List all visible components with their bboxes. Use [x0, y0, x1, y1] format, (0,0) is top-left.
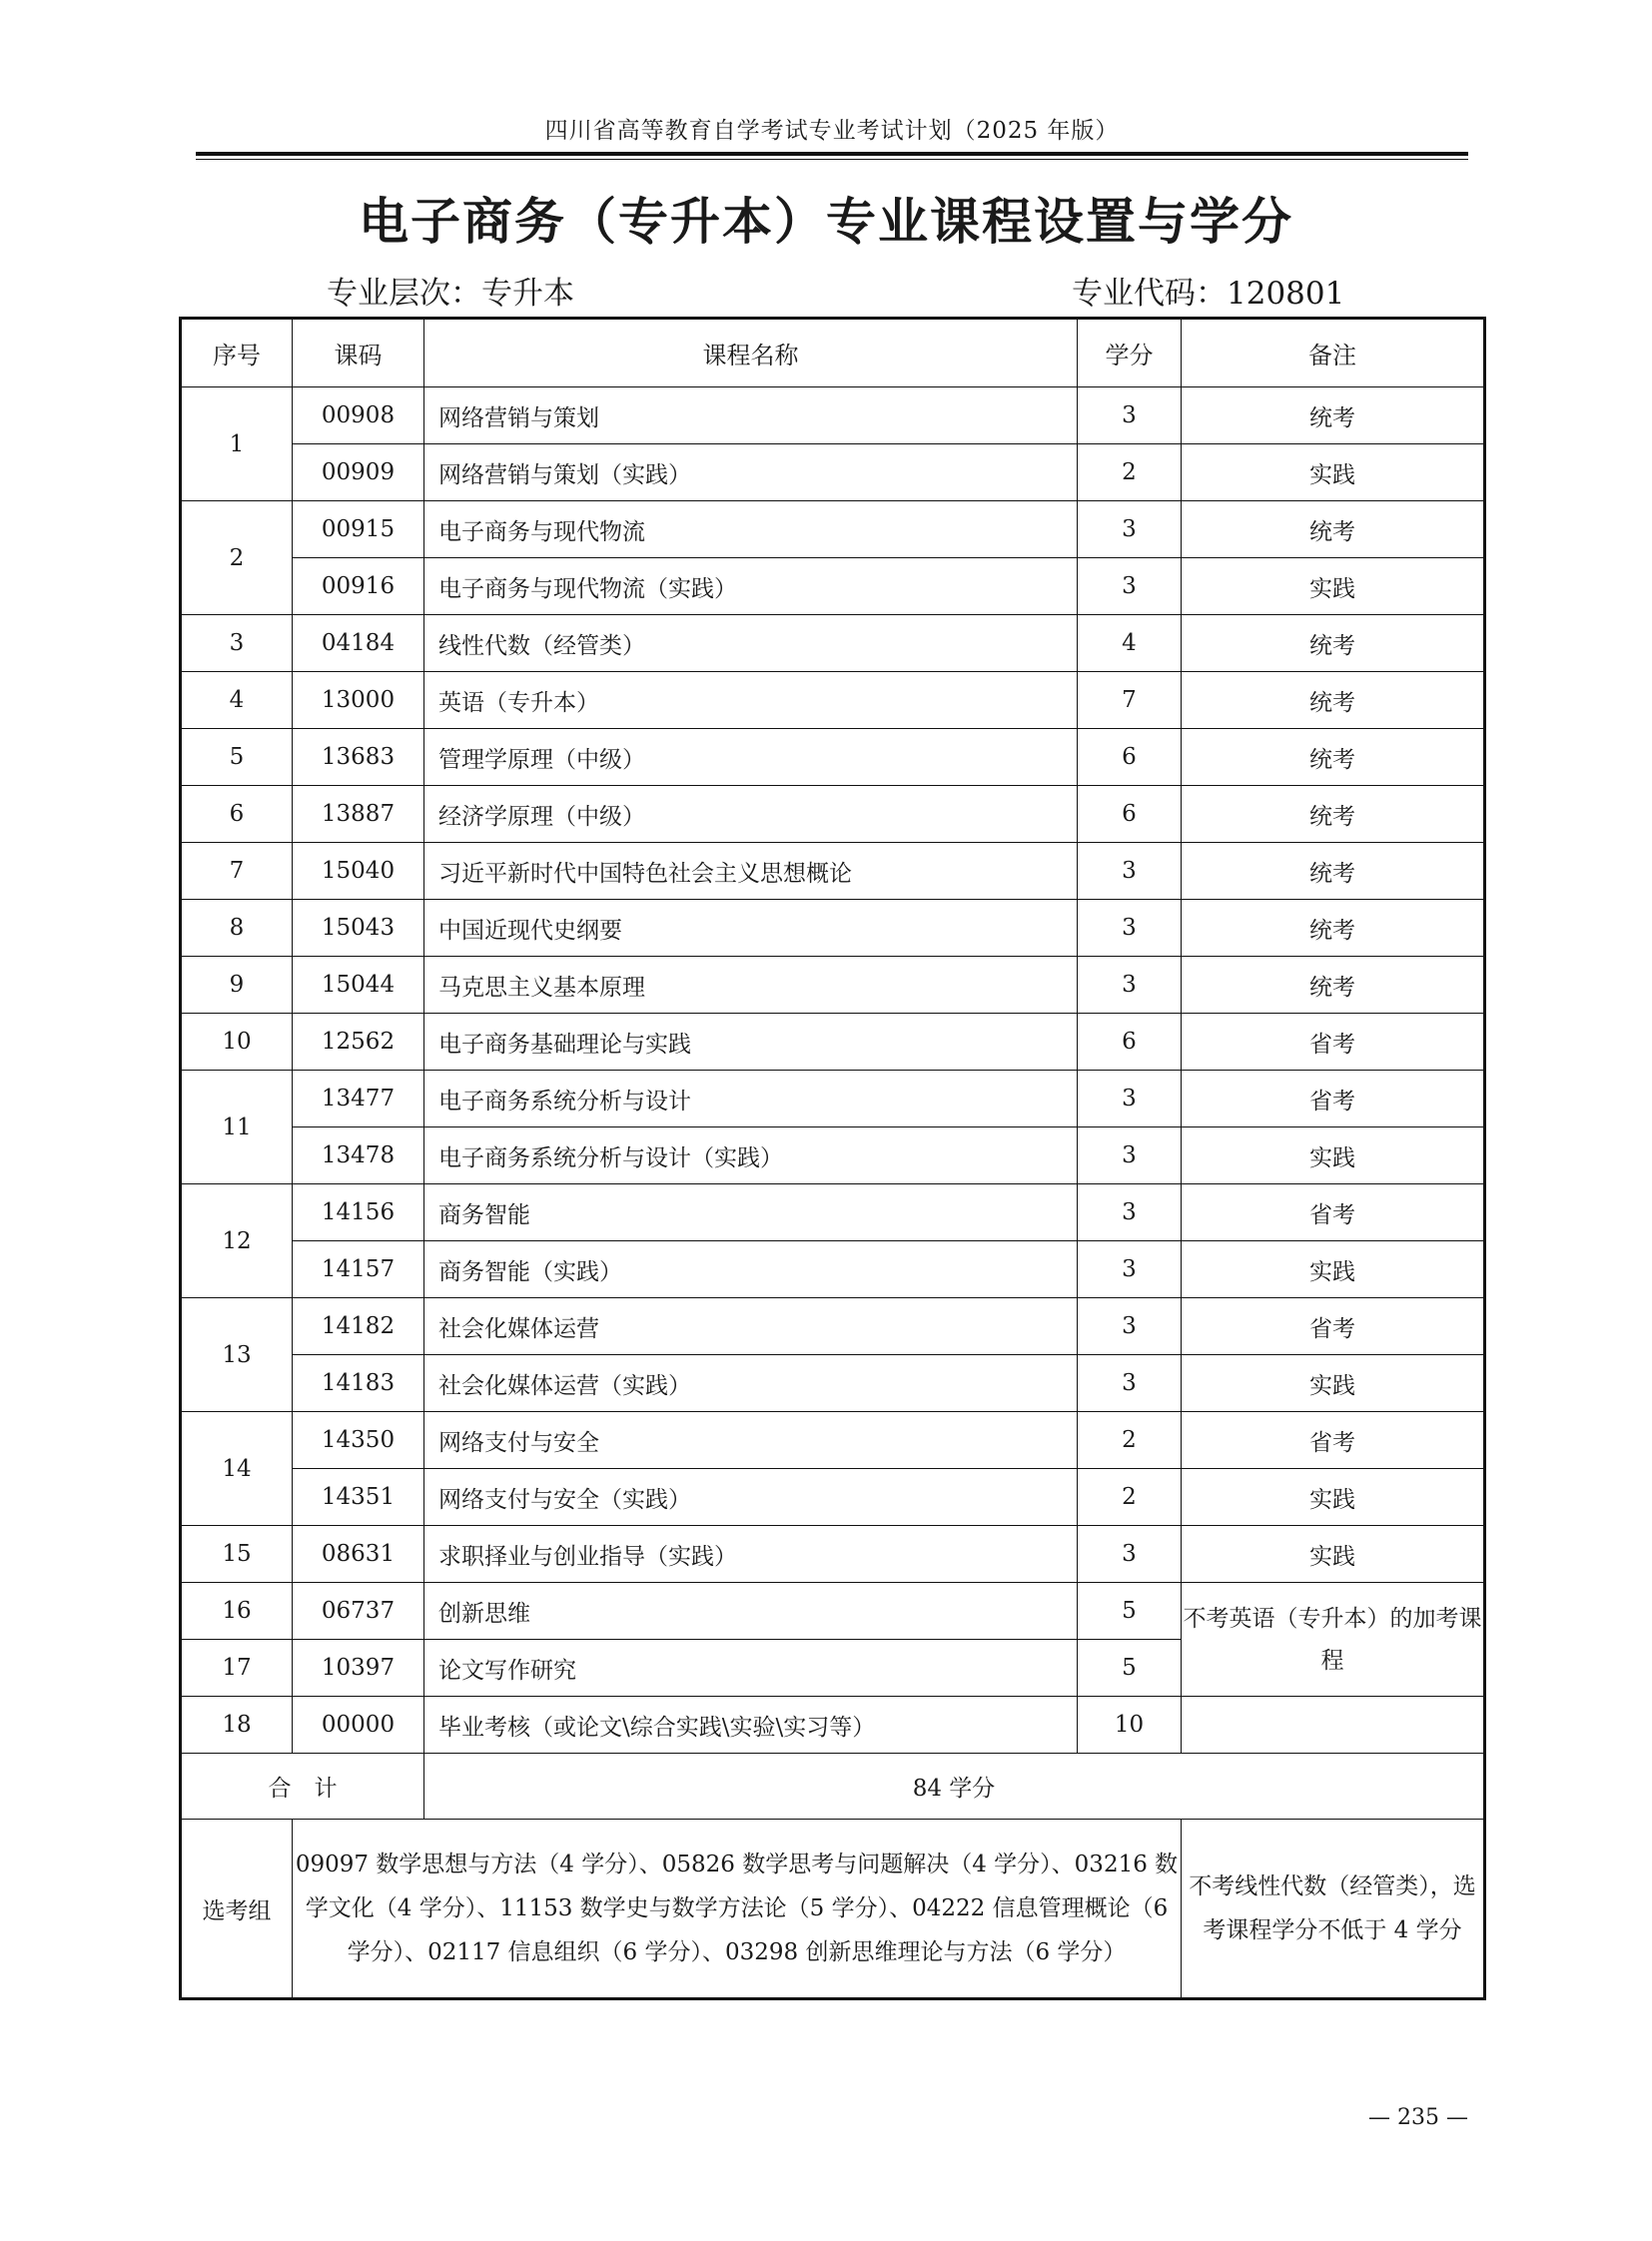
course-note: 实践 [1182, 1241, 1485, 1298]
course-credit: 2 [1078, 444, 1182, 501]
table-row [181, 900, 1485, 957]
row-number: 8 [181, 900, 293, 957]
course-name: 管理学原理（中级） [424, 729, 1078, 786]
course-name: 线性代数（经管类） [424, 615, 1078, 672]
course-name: 商务智能 [424, 1184, 1078, 1241]
course-code: 12562 [293, 1014, 424, 1071]
course-note: 省考 [1182, 1014, 1485, 1071]
row-number: 3 [181, 615, 293, 672]
course-name: 电子商务基础理论与实践 [424, 1014, 1078, 1071]
course-credit: 3 [1078, 387, 1182, 444]
elective-label: 选考组 [181, 1820, 293, 1999]
course-credit: 3 [1078, 1071, 1182, 1127]
header-credit: 学分 [1078, 319, 1182, 387]
course-name: 习近平新时代中国特色社会主义思想概论 [424, 843, 1078, 900]
course-name: 网络营销与策划 [424, 387, 1078, 444]
course-credit: 3 [1078, 957, 1182, 1014]
row-number: 13 [181, 1298, 293, 1412]
course-code: 00916 [293, 558, 424, 615]
course-note: 省考 [1182, 1184, 1485, 1241]
course-note: 实践 [1182, 1127, 1485, 1184]
course-credit: 6 [1078, 1014, 1182, 1071]
row-number: 18 [181, 1697, 293, 1754]
total-value: 84 学分 [424, 1754, 1485, 1820]
running-header: 四川省高等教育自学考试专业考试计划（2025 年版） [544, 118, 1120, 144]
course-credit: 3 [1078, 1526, 1182, 1583]
row-number: 16 [181, 1583, 293, 1640]
elective-courses: 09097 数学思想与方法（4 学分）、05826 数学思考与问题解决（4 学分）、03216 数学文化（4 学分）、11153 数学史与数学方法论（5 学分）、04222 信息管理概论（6 学分）、02117 信息组织（6 学分）、03298 创新思维理论与方法（6 学分） [293, 1820, 1182, 1999]
course-note: 统考 [1182, 957, 1485, 1014]
course-credit: 6 [1078, 786, 1182, 843]
course-code: 13887 [293, 786, 424, 843]
table-row [181, 1412, 1485, 1469]
table-row [181, 843, 1485, 900]
course-credit: 5 [1078, 1583, 1182, 1640]
course-code: 14156 [293, 1184, 424, 1241]
table-row [181, 1697, 1485, 1754]
course-name: 电子商务与现代物流 [424, 501, 1078, 558]
table-row [181, 1014, 1485, 1071]
table-row [181, 387, 1485, 444]
course-note: 实践 [1182, 1526, 1485, 1583]
row-number: 5 [181, 729, 293, 786]
total-row [181, 1754, 1485, 1820]
table-row [181, 1127, 1485, 1184]
course-name: 社会化媒体运营 [424, 1298, 1078, 1355]
header-name: 课程名称 [424, 319, 1078, 387]
course-note: 实践 [1182, 444, 1485, 501]
course-name: 网络支付与安全 [424, 1412, 1078, 1469]
course-credit: 5 [1078, 1640, 1182, 1697]
course-credit: 3 [1078, 501, 1182, 558]
table-row [181, 1241, 1485, 1298]
table-row [181, 1184, 1485, 1241]
course-name: 电子商务系统分析与设计（实践） [424, 1127, 1078, 1184]
course-code: 08631 [293, 1526, 424, 1583]
header-rule [196, 152, 1468, 156]
major-code-value: 120801 [1227, 276, 1345, 312]
course-code: 14183 [293, 1355, 424, 1412]
course-name: 商务智能（实践） [424, 1241, 1078, 1298]
course-code: 00915 [293, 501, 424, 558]
major-code-label: 专业代码： [1072, 276, 1227, 312]
table-row [181, 501, 1485, 558]
course-code: 14157 [293, 1241, 424, 1298]
course-note: 统考 [1182, 615, 1485, 672]
course-note: 实践 [1182, 558, 1485, 615]
course-note: 统考 [1182, 900, 1485, 957]
course-note: 统考 [1182, 729, 1485, 786]
major-code [1072, 268, 1344, 313]
table-row [181, 957, 1485, 1014]
course-note [1182, 1697, 1485, 1754]
course-name: 经济学原理（中级） [424, 786, 1078, 843]
course-code: 10397 [293, 1640, 424, 1697]
table-row [181, 1355, 1485, 1412]
course-note: 统考 [1182, 672, 1485, 729]
course-note: 实践 [1182, 1469, 1485, 1526]
course-name: 论文写作研究 [424, 1640, 1078, 1697]
course-code: 14350 [293, 1412, 424, 1469]
course-name: 毕业考核（或论文\综合实践\实验\实习等） [424, 1697, 1078, 1754]
major-level [327, 268, 574, 313]
course-code: 15044 [293, 957, 424, 1014]
major-level-value: 专升本 [481, 276, 574, 312]
course-note: 省考 [1182, 1412, 1485, 1469]
course-credit: 3 [1078, 900, 1182, 957]
course-code: 13000 [293, 672, 424, 729]
course-code: 13683 [293, 729, 424, 786]
table-row [181, 729, 1485, 786]
course-table [179, 317, 1486, 2000]
course-credit: 3 [1078, 1184, 1182, 1241]
course-name: 英语（专升本） [424, 672, 1078, 729]
table-row [181, 786, 1485, 843]
course-credit: 2 [1078, 1412, 1182, 1469]
course-name: 中国近现代史纲要 [424, 900, 1078, 957]
course-credit: 2 [1078, 1469, 1182, 1526]
header-code: 课码 [293, 319, 424, 387]
row-number: 12 [181, 1184, 293, 1298]
course-credit: 10 [1078, 1697, 1182, 1754]
course-credit: 3 [1078, 1127, 1182, 1184]
course-name: 马克思主义基本原理 [424, 957, 1078, 1014]
course-credit: 3 [1078, 843, 1182, 900]
elective-note: 不考线性代数（经管类），选考课程学分不低于 4 学分 [1182, 1820, 1485, 1999]
page-title: 电子商务（专升本）专业课程设置与学分 [359, 193, 1293, 251]
table-row [181, 1469, 1485, 1526]
course-name: 创新思维 [424, 1583, 1078, 1640]
course-code: 04184 [293, 615, 424, 672]
row-number: 6 [181, 786, 293, 843]
course-note: 实践 [1182, 1355, 1485, 1412]
row-number: 1 [181, 387, 293, 501]
course-code: 13477 [293, 1071, 424, 1127]
course-code: 00909 [293, 444, 424, 501]
course-credit: 3 [1078, 1298, 1182, 1355]
row-number: 4 [181, 672, 293, 729]
course-note: 统考 [1182, 843, 1485, 900]
table-row [181, 444, 1485, 501]
course-name: 求职择业与创业指导（实践） [424, 1526, 1078, 1583]
page-number: — 235 — [1368, 2105, 1468, 2130]
merged-note: 不考英语（专升本）的加考课程 [1182, 1583, 1485, 1697]
row-number: 17 [181, 1640, 293, 1697]
row-number: 10 [181, 1014, 293, 1071]
course-name: 社会化媒体运营（实践） [424, 1355, 1078, 1412]
course-code: 06737 [293, 1583, 424, 1640]
course-note: 省考 [1182, 1298, 1485, 1355]
course-code: 13478 [293, 1127, 424, 1184]
course-note: 省考 [1182, 1071, 1485, 1127]
row-number: 2 [181, 501, 293, 615]
course-name: 电子商务系统分析与设计 [424, 1071, 1078, 1127]
course-code: 00908 [293, 387, 424, 444]
course-name: 网络支付与安全（实践） [424, 1469, 1078, 1526]
row-number: 14 [181, 1412, 293, 1526]
table-row [181, 1298, 1485, 1355]
course-credit: 4 [1078, 615, 1182, 672]
course-code: 15040 [293, 843, 424, 900]
table-row [181, 615, 1485, 672]
row-number: 15 [181, 1526, 293, 1583]
course-code: 14182 [293, 1298, 424, 1355]
header-note: 备注 [1182, 319, 1485, 387]
major-level-label: 专业层次： [327, 276, 481, 312]
course-credit: 3 [1078, 558, 1182, 615]
total-label: 合 计 [181, 1754, 424, 1820]
row-number: 7 [181, 843, 293, 900]
table-row [181, 1583, 1485, 1640]
table-row [181, 558, 1485, 615]
header-rule-thin [196, 159, 1468, 160]
course-note: 统考 [1182, 387, 1485, 444]
table-header-row [181, 319, 1485, 387]
elective-row [181, 1820, 1485, 1999]
course-name: 网络营销与策划（实践） [424, 444, 1078, 501]
table-row [181, 1526, 1485, 1583]
row-number: 9 [181, 957, 293, 1014]
table-row [181, 1071, 1485, 1127]
course-credit: 3 [1078, 1355, 1182, 1412]
course-note: 统考 [1182, 501, 1485, 558]
table-row [181, 672, 1485, 729]
course-code: 14351 [293, 1469, 424, 1526]
course-credit: 6 [1078, 729, 1182, 786]
row-number: 11 [181, 1071, 293, 1184]
course-code: 00000 [293, 1697, 424, 1754]
course-credit: 7 [1078, 672, 1182, 729]
header-no: 序号 [181, 319, 293, 387]
course-note: 统考 [1182, 786, 1485, 843]
course-code: 15043 [293, 900, 424, 957]
course-name: 电子商务与现代物流（实践） [424, 558, 1078, 615]
course-credit: 3 [1078, 1241, 1182, 1298]
